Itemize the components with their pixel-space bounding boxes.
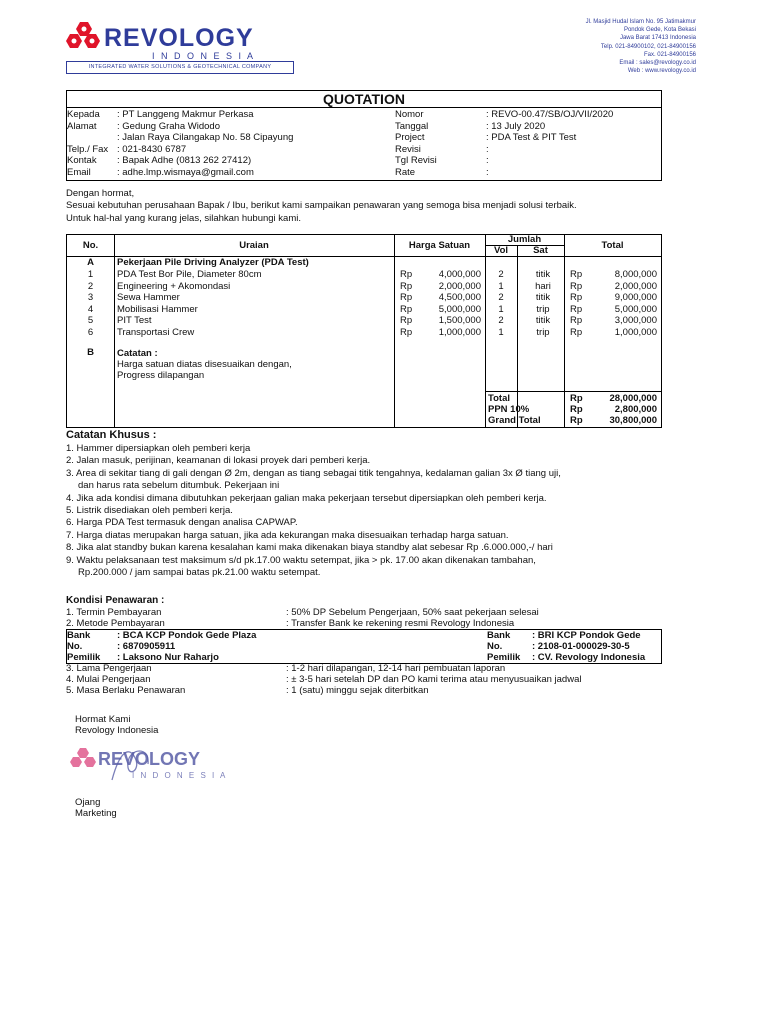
info-row-telp — [67, 144, 387, 156]
item-total: 1,000,000 — [614, 326, 657, 338]
bank-row — [67, 641, 397, 652]
info-label: Revisi — [395, 143, 421, 155]
item-vol: 1 — [498, 280, 504, 292]
items-table — [66, 234, 662, 428]
company-address — [496, 18, 696, 75]
section-b-note: Progress dilapangan — [117, 370, 205, 381]
bank-label: Pemilik — [487, 652, 521, 663]
item-sat: trip — [536, 326, 550, 338]
info-value: : Bapak Adhe (0813 262 27412) — [117, 155, 252, 166]
notes-title: Catatan Khusus : — [66, 429, 157, 441]
item-sat: trip — [536, 303, 550, 315]
info-row-tgl-revisi — [395, 155, 655, 167]
item-total-currency: Rp — [570, 303, 583, 315]
logo-wordmark: REVOLOGY — [104, 24, 254, 52]
col-header-uraian: Uraian — [239, 240, 269, 251]
term-label: 1. Termin Pembayaran — [66, 607, 162, 618]
note-item: 7. Harga diatas merupakan harga satuan, jika ada kekurangan maka disesuaikan terhadap harga satuan. — [66, 529, 509, 541]
note-item: 9. Waktu pelaksanaan test maksimum s/d pk.17.00 waktu setempat, jika > pk. 17.00 akan dikenakan tambahan, — [66, 554, 536, 566]
term-row-lama — [66, 663, 706, 674]
item-desc: Engineering + Akomondasi — [117, 280, 231, 292]
term-value: : ± 3-5 hari setelah DP dan PO kami terima atau menyusuaikan jadwal — [286, 674, 582, 685]
col-header-no: No. — [82, 240, 99, 251]
address-line: Pondok Gede, Kota Bekasi — [623, 27, 696, 34]
bank-label: No. — [67, 641, 83, 652]
section-a-no: A — [87, 257, 94, 268]
greeting-line: Untuk hal-hal yang kurang jelas, silahkan hubungi kami. — [66, 212, 301, 224]
bank-row — [67, 652, 397, 663]
info-row-email — [67, 167, 387, 179]
item-price: 4,500,000 — [438, 292, 481, 303]
item-total-currency: Rp — [570, 269, 583, 280]
info-label: Tanggal — [395, 120, 429, 132]
item-total: 8,000,000 — [614, 269, 657, 280]
item-total: 2,000,000 — [614, 280, 657, 292]
bank-value: : 6870905911 — [117, 641, 176, 652]
summary-currency: Rp — [570, 404, 583, 415]
term-label: 4. Mulai Pengerjaan — [66, 674, 151, 685]
bank-value: : BRI KCP Pondok Gede — [532, 630, 641, 641]
greeting-line: Dengan hormat, — [66, 188, 135, 199]
info-value: : REVO-00.47/SB/OJ/VII/2020 — [486, 109, 614, 120]
terms-top — [66, 607, 666, 629]
info-row-tanggal — [395, 121, 655, 133]
bank-row — [487, 652, 661, 663]
item-currency: Rp — [400, 292, 413, 303]
item-no: 1 — [87, 269, 94, 280]
info-row-kepada — [67, 109, 387, 121]
bank-row — [487, 630, 661, 641]
document-title: QUOTATION — [66, 90, 662, 108]
item-desc: PDA Test Bor Pile, Diameter 80cm — [117, 269, 262, 280]
terms-title: Kondisi Penawaran : — [66, 595, 165, 606]
info-value: : Jalan Raya Cilangakap No. 58 Cipayung — [117, 132, 294, 143]
col-header-jumlah: Jumlah — [507, 234, 542, 245]
summary-currency: Rp — [570, 393, 583, 404]
summary-currency: Rp — [570, 415, 583, 426]
item-vol: 2 — [498, 292, 504, 303]
info-row-kontak — [67, 155, 387, 167]
item-desc: Sewa Hammer — [117, 292, 180, 303]
info-label: Kepada — [67, 109, 100, 120]
summary-label: Grand Total — [488, 415, 541, 426]
signature-stamp — [70, 740, 250, 785]
summary-value: 2,800,000 — [614, 404, 657, 415]
info-value: : 021-8430 6787 — [117, 143, 187, 155]
term-label: 2. Metode Pembayaran — [66, 618, 165, 629]
stamp-subtitle: I N D O N E S I A — [132, 771, 228, 780]
bank-value: : Laksono Nur Raharjo — [117, 652, 219, 663]
item-vol: 2 — [498, 315, 504, 326]
term-label: 3. Lama Pengerjaan — [66, 663, 152, 674]
term-value: : Transfer Bank ke rekening resmi Revology Indonesia — [286, 618, 515, 629]
section-b-no: B — [87, 347, 94, 358]
section-a-title: Pekerjaan Pile Driving Analyzer (PDA Test) — [117, 257, 309, 268]
note-item: Rp.200.000 / jam sampai batas pk.21.00 waktu setempat. — [78, 566, 321, 578]
item-currency: Rp — [400, 315, 413, 326]
note-item: 5. Listrik disediakan oleh pemberi kerja. — [66, 504, 233, 516]
col-header-total: Total — [601, 240, 624, 251]
item-desc: Transportasi Crew — [117, 326, 195, 338]
signatory-name: Ojang — [75, 797, 101, 808]
item-total: 9,000,000 — [614, 292, 657, 303]
item-no: 3 — [87, 292, 94, 303]
stamp-wordmark: REVOLOGY — [98, 749, 201, 769]
note-item: 3. Area di sekitar tiang di gali dengan Ø 2m, dengan as tiang sebagai titik tengahnya, kedalaman galian 3x Ø tiang uji, — [66, 467, 561, 479]
bank-row — [67, 630, 397, 641]
greeting-line: Sesuai kebutuhan perusahaan Bapak / Ibu, berikut kami sampaikan penawaran yang semoga bisa menjadi solusi terbaik. — [66, 200, 577, 212]
item-desc: Mobilisasi Hammer — [117, 303, 198, 315]
closing — [75, 714, 158, 736]
term-value: : 1 (satu) minggu sejak diterbitkan — [286, 685, 429, 696]
item-total-currency: Rp — [570, 315, 583, 326]
info-label: Project — [395, 132, 425, 143]
bank-label: No. — [487, 641, 503, 652]
phone-line: Telp. 021-84900102, 021-84900156 — [600, 43, 696, 50]
note-item: 8. Jika alat standby bukan karena kesalahan kami maka dikenakan biaya standby alat sebesar Rp .6.000.000,-/ hari — [66, 542, 553, 554]
note-item: dan harus rata sebelum ditumbuk. Pekerjaan ini — [78, 480, 280, 492]
info-value: : adhe.lmp.wismaya@gmail.com — [117, 166, 254, 178]
item-price: 1,500,000 — [438, 315, 481, 326]
info-label: Email — [67, 166, 91, 178]
info-label: Nomor — [395, 109, 424, 120]
signatory-role: Marketing — [75, 808, 117, 819]
bank-label: Pemilik — [67, 652, 101, 663]
item-no: 2 — [87, 280, 94, 292]
info-value: : Gedung Graha Widodo — [117, 120, 220, 132]
closing-line: Revology Indonesia — [75, 725, 159, 736]
info-label: Kontak — [67, 155, 97, 166]
item-price: 1,000,000 — [438, 326, 481, 338]
note-item: 2. Jalan masuk, perijinan, keamanan di lokasi proyek dari pemberi kerja. — [66, 455, 371, 467]
address-line: Jawa Barat 17413 Indonesia — [619, 35, 696, 42]
info-label: Rate — [395, 166, 416, 178]
item-desc: PIT Test — [117, 315, 152, 326]
closing-line: Hormat Kami — [75, 714, 131, 725]
greeting-paragraph — [66, 188, 666, 225]
info-right-column — [395, 109, 655, 178]
item-sat: titik — [535, 292, 551, 303]
term-row-metode — [66, 618, 666, 629]
term-row-masa-berlaku — [66, 685, 706, 696]
address-line: Jl. Masjid Hudal Islam No. 95 Jatimakmur — [585, 19, 696, 25]
bank-account-bca — [67, 630, 397, 663]
info-row-rate — [395, 167, 655, 179]
info-value: : — [486, 143, 489, 155]
note-item: 1. Hammer dipersiapkan oleh pemberi kerja — [66, 443, 251, 454]
bank-row — [487, 641, 661, 652]
info-value: : — [486, 166, 489, 178]
signatory — [75, 797, 117, 819]
item-sat: titik — [535, 315, 551, 326]
info-value: : PDA Test & PIT Test — [486, 132, 577, 143]
summary-value: 30,800,000 — [609, 415, 657, 426]
info-value: : — [486, 155, 489, 166]
stamp-logo-icon — [70, 740, 250, 785]
summary-label: PPN 10% — [488, 404, 530, 415]
item-sat: hari — [535, 280, 551, 292]
bank-label: Bank — [67, 630, 91, 641]
item-currency: Rp — [400, 326, 413, 338]
info-label: Telp./ Fax — [67, 143, 109, 155]
item-total-currency: Rp — [570, 326, 583, 338]
term-row-mulai — [66, 674, 706, 685]
info-row-project — [395, 132, 655, 144]
item-vol: 1 — [498, 326, 504, 338]
summary-label: Total — [488, 393, 510, 404]
item-vol: 1 — [498, 303, 504, 315]
section-b-note: Harga satuan diatas disesuaikan dengan, — [117, 359, 292, 370]
info-label: Alamat — [67, 120, 97, 132]
note-item: 6. Harga PDA Test termasuk dengan analisa CAPWAP. — [66, 517, 298, 529]
item-currency: Rp — [400, 269, 413, 280]
col-header-harga: Harga Satuan — [408, 240, 471, 251]
info-value: : PT Langgeng Makmur Perkasa — [117, 109, 254, 120]
item-no: 6 — [87, 326, 94, 338]
summary-value: 28,000,000 — [609, 393, 657, 404]
col-header-vol: Vol — [493, 245, 509, 256]
item-no: 4 — [87, 303, 94, 315]
web-line: Web : www.revology.co.id — [627, 68, 696, 75]
item-currency: Rp — [400, 303, 413, 315]
email-line: Email : sales@revology.co.id — [619, 60, 696, 67]
term-label: 5. Masa Berlaku Penawaran — [66, 685, 186, 696]
item-currency: Rp — [400, 280, 413, 292]
info-value: : 13 July 2020 — [486, 120, 546, 132]
bank-account-bri — [487, 630, 661, 663]
item-vol: 2 — [498, 269, 504, 280]
company-tagline: INTEGRATED WATER SOLUTIONS & GEOTECHNICAL COMPANY — [66, 61, 294, 74]
recipient-info-box — [66, 107, 662, 181]
item-price: 5,000,000 — [438, 303, 481, 315]
info-row-revisi — [395, 144, 655, 156]
bank-value: : BCA KCP Pondok Gede Plaza — [117, 630, 257, 641]
logo-subtitle: I N D O N E S I A — [152, 51, 256, 61]
info-label: Tgl Revisi — [395, 155, 437, 166]
item-price: 2,000,000 — [438, 280, 481, 292]
section-b-title: Catatan : — [117, 348, 158, 359]
note-item: 4. Jika ada kondisi dimana dibutuhkan pekerjaan galian maka pekerjaan tersebut dipersiapkan oleh pemberi kerja. — [66, 492, 547, 504]
info-row-nomor — [395, 109, 655, 121]
term-value: : 50% DP Sebelum Pengerjaan, 50% saat pekerjaan selesai — [286, 607, 539, 618]
bank-accounts-box — [66, 629, 662, 664]
bank-value: : CV. Revology Indonesia — [532, 652, 646, 663]
info-left-column — [67, 109, 387, 178]
col-header-sat: Sat — [533, 245, 548, 256]
term-row-termin — [66, 607, 666, 618]
item-sat: titik — [535, 269, 551, 280]
terms-bottom — [66, 663, 706, 696]
item-total: 5,000,000 — [614, 303, 657, 315]
item-total-currency: Rp — [570, 292, 583, 303]
bank-value: : 2108-01-000029-30-5 — [532, 641, 630, 652]
bank-label: Bank — [487, 630, 511, 641]
item-price: 4,000,000 — [438, 269, 481, 280]
fax-line: Fax. 021-84900156 — [643, 51, 696, 58]
info-row-alamat-2 — [67, 132, 387, 144]
logo-mark-icon — [66, 20, 296, 62]
notes-list — [66, 443, 676, 579]
item-no: 5 — [87, 315, 94, 326]
term-value: : 1-2 hari dilapangan, 12-14 hari pembuatan laporan — [286, 663, 506, 674]
info-row-alamat — [67, 121, 387, 133]
item-total: 3,000,000 — [614, 315, 657, 326]
item-total-currency: Rp — [570, 280, 583, 292]
